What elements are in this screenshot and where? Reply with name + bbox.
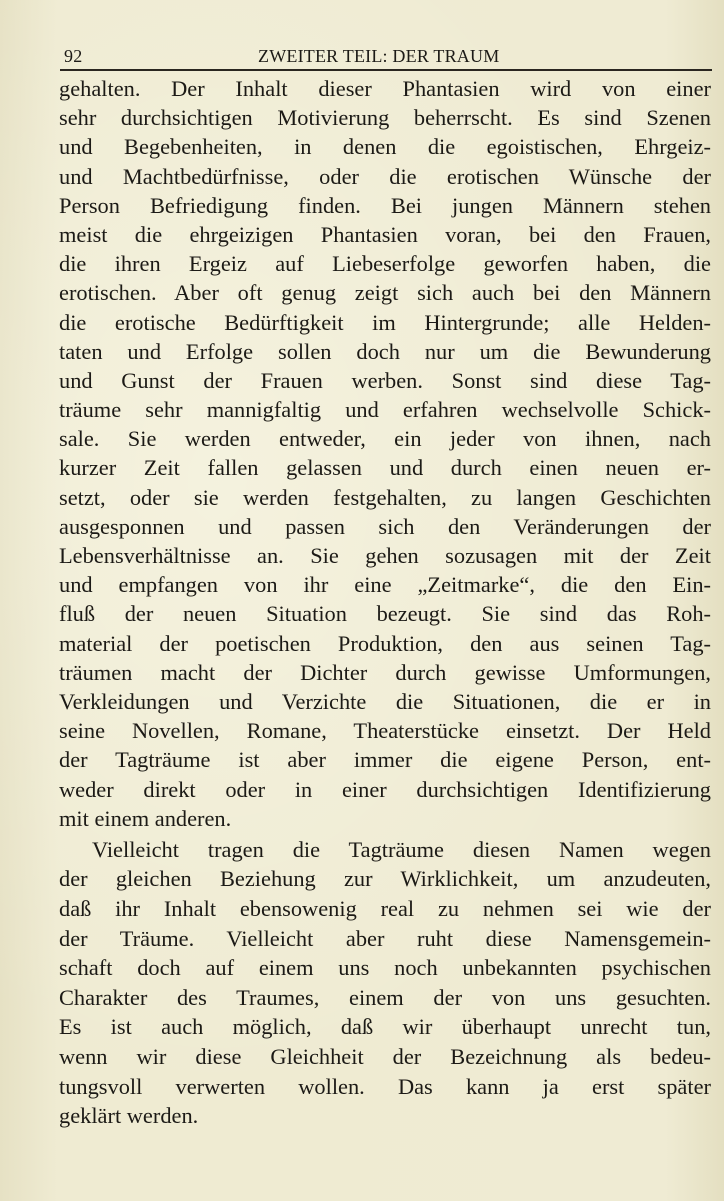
text-line: kurzer Zeit fallen gelassen und durch einen neuen er-	[59, 455, 711, 481]
text-line: erotischen. Aber oft genug zeigt sich auch bei den Männern	[59, 280, 711, 306]
running-head: ZWEITER TEIL: DER TRAUM	[258, 46, 500, 66]
text-line: Charakter des Traumes, einem der von uns gesuchten.	[59, 984, 711, 1010]
page-header	[60, 46, 712, 68]
text-line: Es ist auch möglich, daß wir überhaupt unrecht tun,	[59, 1014, 711, 1040]
paragraph-1	[59, 74, 711, 833]
body-text	[59, 74, 711, 1131]
text-line: Verkleidungen und Verzichte die Situationen, die er in	[59, 688, 711, 714]
text-line: Vielleicht tragen die Tagträume diesen Namen wegen	[92, 836, 711, 862]
text-line: die ihren Ergeiz auf Liebeserfolge geworfen haben, die	[59, 251, 711, 277]
text-line: der Tagträume ist aber immer die eigene Person, ent-	[59, 747, 711, 773]
text-line: mit einem anderen.	[59, 805, 232, 831]
text-line: gehalten. Der Inhalt dieser Phantasien wird von einer	[59, 76, 711, 101]
text-line: der gleichen Beziehung zur Wirklichkeit, um anzudeuten,	[59, 866, 711, 892]
text-line: Person Befriedigung finden. Bei jungen Männern stehen	[59, 192, 711, 218]
text-line: ausgesponnen und passen sich den Veränderungen der	[59, 513, 711, 539]
page-number: 92	[64, 46, 83, 66]
text-line: träumen macht der Dichter durch gewisse Umformungen,	[59, 659, 711, 685]
text-line: weder direkt oder in einer durchsichtigen Identifizierung	[59, 776, 711, 802]
header-rule	[60, 69, 712, 71]
text-line: taten und Erfolge sollen doch nur um die Bewunderung	[59, 338, 711, 364]
text-line: material der poetischen Produktion, den aus seinen Tag-	[59, 630, 711, 656]
text-line: tungsvoll verwerten wollen. Das kann ja erst später	[59, 1073, 711, 1099]
text-line: sehr durchsichtigen Motivierung beherrscht. Es sind Szenen	[59, 105, 711, 131]
text-line: fluß der neuen Situation bezeugt. Sie sind das Roh-	[59, 601, 711, 627]
text-line: sale. Sie werden entweder, ein jeder von ihnen, nach	[59, 426, 711, 452]
text-line: Lebensverhältnisse an. Sie gehen sozusagen mit der Zeit	[59, 543, 711, 568]
text-line: setzt, oder sie werden festgehalten, zu langen Geschichten	[59, 484, 711, 510]
text-line: wenn wir diese Gleichheit der Bezeichnung als bedeu-	[59, 1044, 711, 1070]
text-line: geklärt werden.	[59, 1103, 199, 1129]
text-line: seine Novellen, Romane, Theaterstücke einsetzt. Der Held	[59, 718, 711, 744]
text-line: und Gunst der Frauen werben. Sonst sind diese Tag-	[59, 367, 711, 393]
text-line: die erotische Bedürftigkeit im Hintergrunde; alle Helden-	[59, 309, 711, 335]
text-line: und Begebenheiten, in denen die egoistischen, Ehrgeiz-	[59, 134, 711, 160]
text-line: schaft doch auf einem uns noch unbekannten psychischen	[59, 955, 711, 981]
paragraph-2	[59, 835, 711, 1131]
text-line: und empfangen von ihr eine „Zeitmarke“, die den Ein-	[59, 572, 711, 598]
text-line: daß ihr Inhalt ebensowenig real zu nehmen sei wie der	[59, 896, 711, 922]
text-line: und Machtbedürfnisse, oder die erotischen Wünsche der	[59, 163, 711, 189]
text-line: meist die ehrgeizigen Phantasien voran, bei den Frauen,	[59, 221, 711, 247]
text-line: träume sehr mannigfaltig und erfahren wechselvolle Schick-	[59, 397, 711, 423]
text-line: der Träume. Vielleicht aber ruht diese Namensgemein-	[59, 925, 711, 951]
